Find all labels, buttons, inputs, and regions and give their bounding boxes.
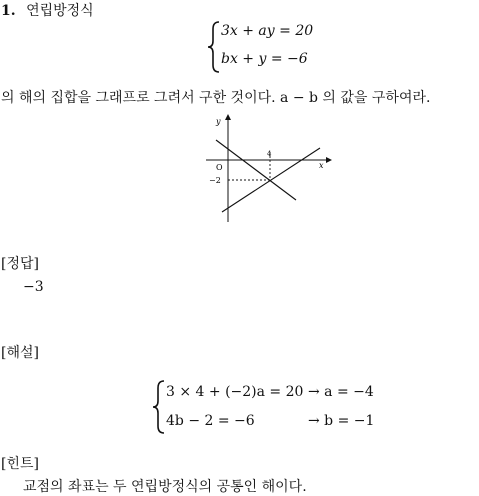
y-tick-label: −2 bbox=[209, 176, 221, 185]
solution-equation-2: 4b − 2 = −6 bbox=[166, 413, 255, 429]
problem-number: 1. bbox=[1, 3, 16, 19]
x-axis-label: x bbox=[319, 161, 324, 170]
hint-text: 교점의 좌표는 두 연립방정식의 공통인 해이다. bbox=[23, 479, 307, 495]
question-text: 의 해의 집합을 그래프로 그려서 구한 것이다. a − b 의 값을 구하여라. bbox=[1, 90, 431, 106]
system-equation-1: 3x + ay = 20 bbox=[221, 23, 314, 39]
solution-equation-1: 3 × 4 + (−2)a = 20 bbox=[166, 384, 304, 400]
x-axis-arrow-icon bbox=[326, 157, 332, 163]
x-tick-label: 4 bbox=[267, 150, 272, 158]
system-equation-2: bx + y = −6 bbox=[221, 51, 308, 67]
y-axis-arrow-icon bbox=[225, 114, 231, 120]
solution-result-1: → a = −4 bbox=[308, 384, 374, 400]
hint-heading: [힌트] bbox=[1, 456, 39, 472]
problem-title: 연립방정식 bbox=[26, 3, 94, 19]
origin-label: O bbox=[216, 163, 223, 172]
solution-graph bbox=[198, 112, 334, 228]
problem-header bbox=[1, 2, 94, 20]
answer-heading: [정답] bbox=[1, 256, 39, 272]
left-brace-icon bbox=[152, 380, 166, 434]
solution-heading: [해설] bbox=[1, 345, 39, 361]
y-axis-label: y bbox=[216, 117, 221, 126]
solution-result-2: → b = −1 bbox=[308, 413, 375, 429]
left-brace-icon bbox=[207, 21, 221, 73]
answer-value: −3 bbox=[23, 279, 44, 295]
